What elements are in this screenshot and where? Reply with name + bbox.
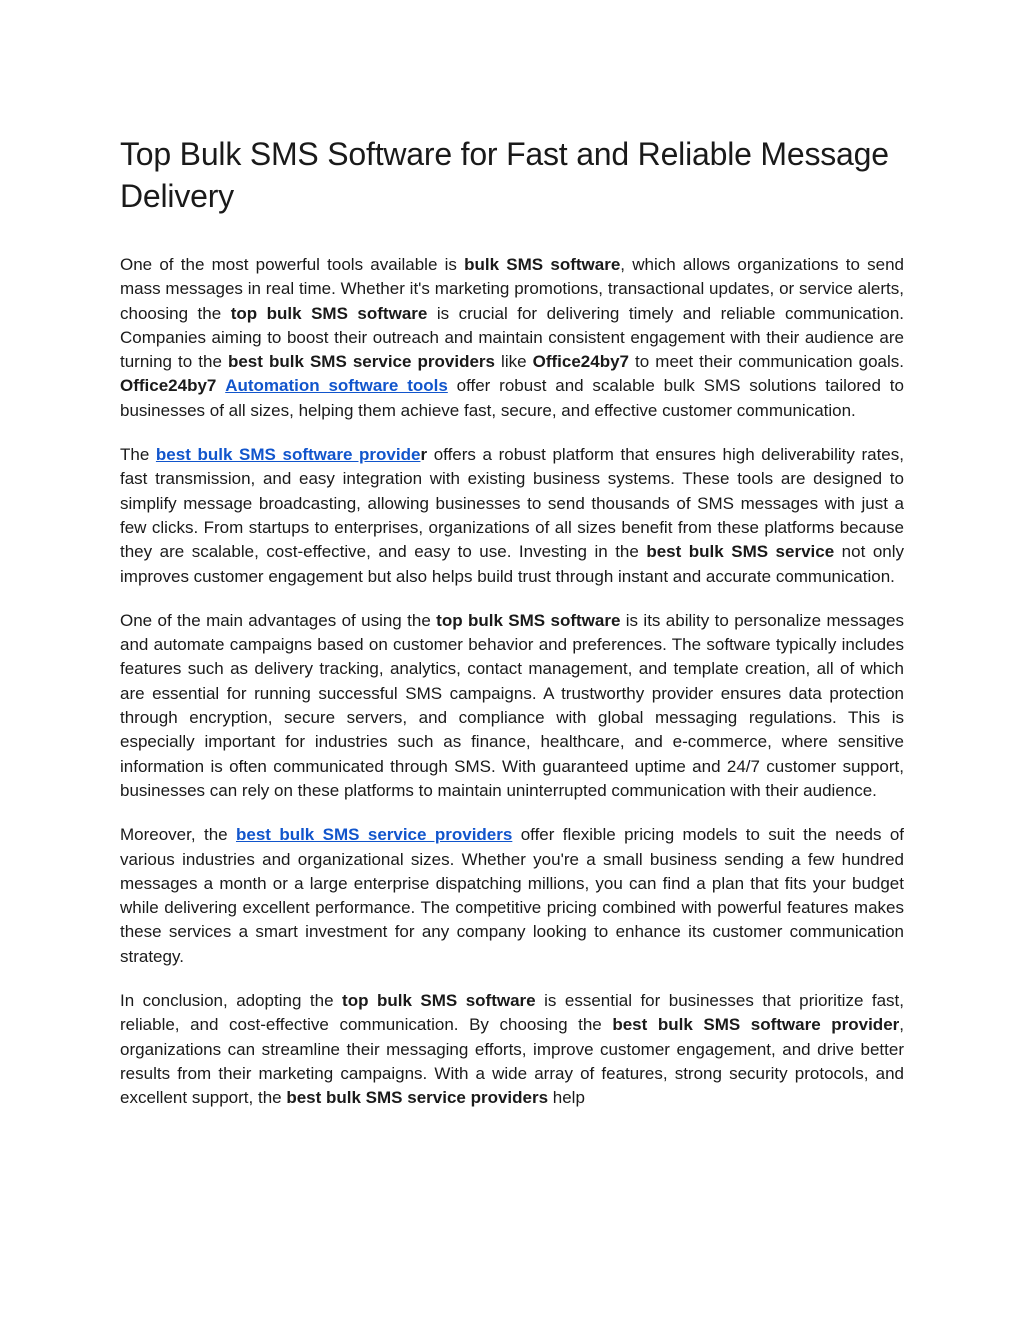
p5-text-1: In conclusion, adopting the [120, 991, 343, 1011]
p3-bold-1: top bulk SMS software [436, 610, 621, 630]
p4-text-2: offer flexible pricing models to suit the needs of various industries and organizational sizes. Whether you're a small business sending a few hundred messages a month or a large enterprise dispatching millions, you can find a plan that fits your budget while delivering excellent performance. The competitive pricing combined with powerful features makes these services a smart investment for any company looking to enhance its customer communication strategy. [120, 825, 905, 966]
p1-text-7: offer robust and scalable bulk SMS solutions tailored to businesses of all sizes, helping them achieve fast, secure, and effective customer communication. [120, 376, 904, 420]
article-body [120, 133, 904, 1131]
best-bulk-sms-service-providers-link[interactable]: best bulk SMS service providers [235, 825, 513, 845]
p3-text-2: is its ability to personalize messages and automate campaigns based on customer behavior and preferences. The software typically includes features such as delivery tracking, analytics, contact management, and template creation, all of which are essential for running successful SMS campaigns. A trustworthy provider ensures data protection through encryption, secure servers, and compliance with global messaging regulations. This is especially important for industries such as finance, healthcare, and e-commerce, where sensitive information is often communicated through SMS. With guaranteed uptime and 24/7 customer support, businesses can rely on these platforms to maintain uninterrupted communication with their audience. [120, 610, 904, 800]
paragraph-1 [120, 253, 904, 423]
p1-bold-5: Office24by7 [120, 376, 217, 396]
page-title: Top Bulk SMS Software for Fast and Reliable Message Delivery [120, 136, 889, 214]
p5-bold-3: best bulk SMS service providers [286, 1088, 549, 1108]
p1-bold-1: bulk SMS software [464, 255, 621, 274]
paragraph-5 [120, 989, 904, 1110]
p1-text-5: to meet their communication goals. [629, 352, 904, 372]
p5-bold-2: best bulk SMS software provider [612, 1015, 900, 1035]
p5-text-2: is essential for businesses that prioritize fast, reliable, and cost-effective communication. By choosing the [120, 991, 905, 1035]
p5-text-4: help [548, 1088, 585, 1108]
p1-text-2: , which allows organizations to send mass messages in real time. Whether it's marketing promotions, transactional updates, or service alerts, choosing the [120, 255, 905, 323]
p4-text-1: Moreover, the [120, 825, 236, 845]
p1-bold-4: Office24by7 [532, 352, 629, 372]
p1-text-3: is crucial for delivering timely and reliable communication. Companies aiming to boost their outreach and maintain consistent engagement with their audience are turning to the [120, 303, 904, 372]
p1-text-4: like [494, 352, 533, 372]
p5-bold-1: top bulk SMS software [342, 991, 536, 1011]
paragraph-4 [120, 823, 904, 969]
p1-text-6 [216, 376, 225, 395]
p2-bold-2: best bulk SMS service [646, 542, 835, 562]
p5-text-3: , organizations can streamline their messaging efforts, improve customer engagement, and drive better results from their marketing campaigns. With a wide array of features, strong security protocols, and excellent support, the [120, 1015, 904, 1108]
p2-text-3: not only improves customer engagement but also helps build trust through instant and accurate communication. [120, 542, 905, 586]
paragraph-2 [120, 443, 904, 589]
automation-software-tools-link[interactable]: Automation software tools [225, 376, 448, 396]
p1-bold-3: best bulk SMS service providers [227, 352, 495, 372]
best-bulk-sms-software-provider-link[interactable]: best bulk SMS software provide [155, 445, 421, 465]
p2-bold-1: r [420, 445, 428, 465]
paragraph-3 [120, 609, 904, 803]
p1-bold-2: top bulk SMS software [230, 303, 428, 323]
p2-text-2: offers a robust platform that ensures high deliverability rates, fast transmission, and easy integration with existing business systems. These tools are designed to simplify message broadcasting, allowing businesses to send thousands of SMS messages with just a few clicks. From startups to enterprises, organizations of all sizes benefit from these platforms because they are scalable, cost-effective, and easy to use. Investing in the [120, 445, 904, 562]
p2-text-1: The [120, 445, 156, 465]
p1-text-1: One of the most powerful tools available is [120, 255, 465, 274]
p3-text-1: One of the main advantages of using the [120, 610, 437, 630]
